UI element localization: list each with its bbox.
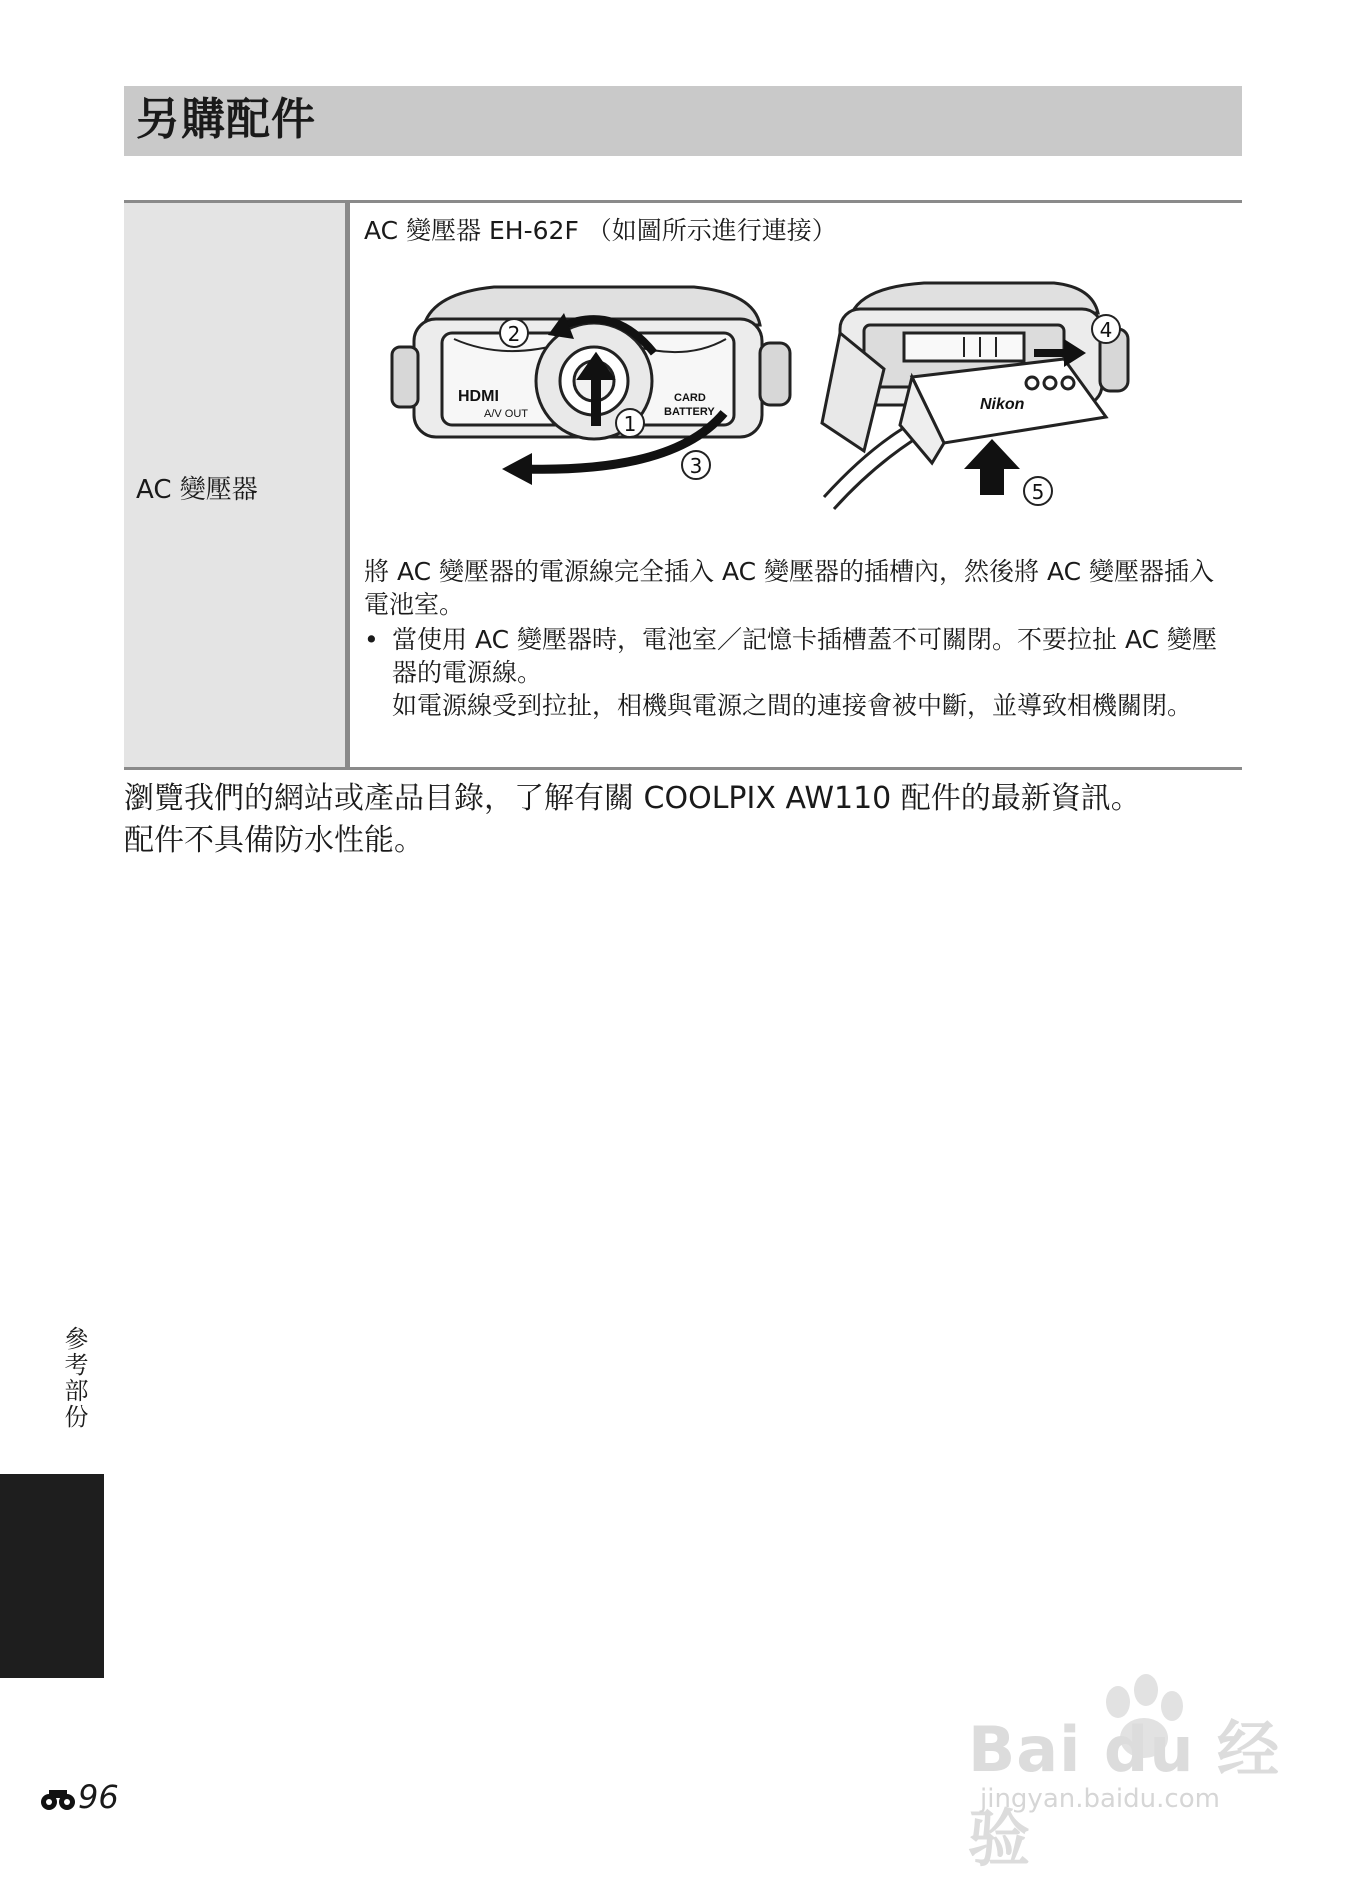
connection-description: 將 AC 變壓器的電源線完全插入 AC 變壓器的插槽內，然後將 AC 變壓器插入電池室。 — [364, 557, 1215, 619]
title-bar — [124, 86, 1242, 156]
battery-label: BATTERY — [664, 406, 715, 418]
callout-4 — [1092, 315, 1120, 343]
watermark-url: jingyan.baidu.com — [980, 1784, 1220, 1814]
section-side-label: 參考部份 — [60, 1326, 88, 1430]
page-number-value: 96 — [78, 1778, 119, 1816]
svg-text:5: 5 — [1031, 480, 1045, 504]
card-label: CARD — [674, 392, 706, 404]
bullet-line-1: 當使用 AC 變壓器時，電池室／記憶卡插槽蓋不可關閉。不要拉扯 AC 變壓器的電源線。 — [392, 625, 1218, 687]
content-cell — [364, 203, 1234, 767]
svg-text:4: 4 — [1099, 318, 1113, 342]
insert-arrow — [964, 439, 1020, 495]
hdmi-label: HDMI — [458, 388, 499, 405]
adapter-brand: Nikon — [980, 396, 1025, 413]
label-cell — [124, 203, 350, 767]
footer-line-1: 瀏覽我們的網站或產品目錄，了解有關 COOLPIX AW110 配件的最新資訊。 — [124, 781, 1141, 816]
callout-3 — [682, 451, 710, 479]
row-label: AC 變壓器 — [136, 475, 258, 505]
svg-text:2: 2 — [507, 322, 521, 346]
watermark-brand: Bai du 经验 — [968, 1713, 1281, 1875]
svg-text:3: 3 — [689, 454, 703, 478]
bullet-marker: • — [364, 625, 379, 654]
footer-line-2: 配件不具備防水性能。 — [124, 823, 424, 858]
callout-1 — [616, 409, 644, 437]
adapter-heading: AC 變壓器 EH-62F （如圖所示進行連接） — [364, 216, 837, 245]
spec-table — [124, 200, 1242, 770]
section-side-tab — [0, 1474, 104, 1678]
watermark — [968, 1672, 1308, 1875]
callout-5 — [1024, 477, 1052, 505]
page-title: 另購配件 — [136, 94, 316, 145]
bullet-line-2: 如電源線受到拉扯，相機與電源之間的連接會被中斷，並導致相機關閉。 — [392, 691, 1193, 720]
reference-binoculars-icon — [40, 1786, 76, 1812]
callout-2 — [500, 319, 528, 347]
footer-notes — [124, 778, 1254, 862]
page-number — [40, 1778, 119, 1816]
svg-text:1: 1 — [623, 412, 637, 436]
av-out-label: A/V OUT — [484, 408, 529, 420]
